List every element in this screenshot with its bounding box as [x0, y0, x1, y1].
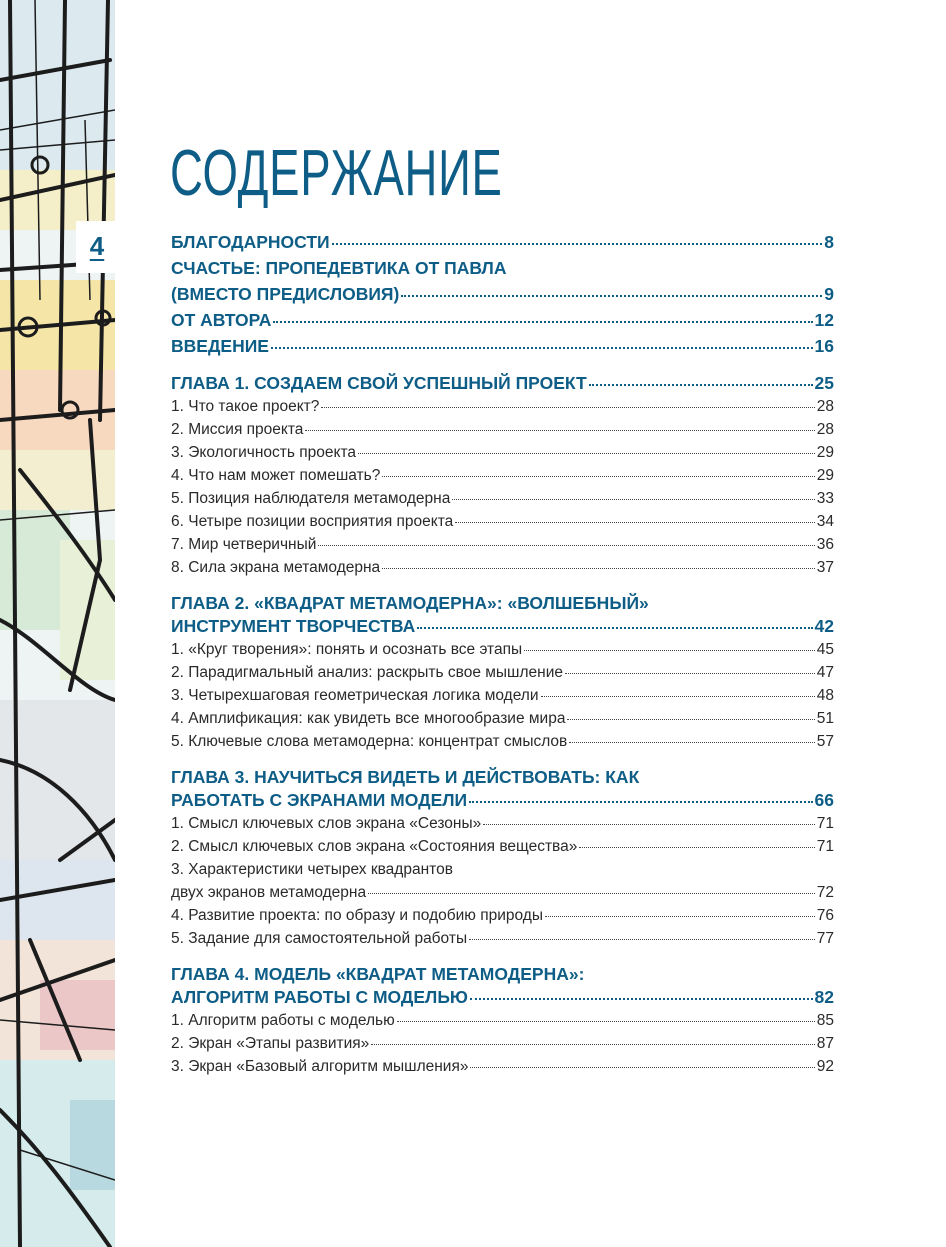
dot-leader	[358, 453, 815, 454]
dot-leader	[401, 295, 822, 297]
toc-item-page: 92	[816, 1058, 834, 1075]
toc-entry-page: 16	[814, 336, 834, 356]
toc-chapter-title: ИНСТРУМЕНТ ТВОРЧЕСТВА	[171, 616, 416, 636]
toc-item-title: 4. Что нам может помешать?	[171, 467, 381, 484]
toc-item-page: 34	[816, 513, 834, 530]
dot-leader	[469, 801, 812, 803]
toc-chapter-title: РАБОТАТЬ С ЭКРАНАМИ МОДЕЛИ	[171, 790, 468, 810]
dot-leader	[589, 384, 813, 386]
toc-entry-title: (ВМЕСТО ПРЕДИСЛОВИЯ)	[171, 284, 400, 304]
toc-item[interactable]	[171, 510, 834, 533]
dot-leader	[541, 696, 815, 697]
toc-item[interactable]	[171, 904, 834, 927]
toc-item-page: 29	[816, 444, 834, 461]
page-title: СОДЕРЖАНИЕ	[170, 136, 503, 209]
toc-item-title: 5. Задание для самостоятельной работы	[171, 930, 468, 947]
dot-leader	[321, 407, 814, 408]
toc-item[interactable]	[171, 812, 834, 835]
toc-item-title: 4. Амплификация: как увидеть все многообразие мира	[171, 710, 566, 727]
toc-item-page: 36	[816, 536, 834, 553]
dot-leader	[397, 1021, 815, 1022]
dot-leader	[371, 1044, 815, 1045]
toc-item[interactable]	[171, 1055, 834, 1078]
toc-item-page: 45	[816, 641, 834, 658]
toc-item-title: 1. Алгоритм работы с моделью	[171, 1012, 395, 1029]
toc-chapter-2[interactable]	[171, 615, 834, 638]
toc-item-title: 3. Экологичность проекта	[171, 444, 357, 461]
toc-item-title: 5. Позиция наблюдателя метамодерна	[171, 490, 451, 507]
dot-leader	[452, 499, 814, 500]
dot-leader	[469, 939, 815, 940]
toc-item[interactable]	[171, 464, 834, 487]
toc-chapter-title: ГЛАВА 1. СОЗДАЕМ СВОЙ УСПЕШНЫЙ ПРОЕКТ	[171, 373, 587, 393]
dot-leader	[565, 673, 815, 674]
dot-leader	[382, 568, 815, 569]
toc-chapter-page: 82	[814, 987, 834, 1007]
dot-leader	[382, 476, 814, 477]
dot-leader	[567, 719, 814, 720]
toc-chapter-title-line1: ГЛАВА 4. МОДЕЛЬ «КВАДРАТ МЕТАМОДЕРНА»:	[171, 964, 585, 984]
toc-item[interactable]	[171, 1032, 834, 1055]
toc-item[interactable]	[171, 1009, 834, 1032]
toc-item-title: 1. «Круг творения»: понять и осознать все этапы	[171, 641, 523, 658]
toc-entry-title: БЛАГОДАРНОСТИ	[171, 232, 330, 252]
toc-entry-page: 9	[824, 284, 834, 304]
page-number: 4	[76, 221, 118, 273]
toc-chapter-page: 25	[814, 373, 834, 393]
toc-item-page: 33	[816, 490, 834, 507]
toc-item-title: 4. Развитие проекта: по образу и подобию природы	[171, 907, 543, 924]
toc-item-page: 71	[816, 815, 834, 832]
toc-chapter-title-line1: ГЛАВА 2. «КВАДРАТ МЕТАМОДЕРНА»: «ВОЛШЕБНЫЙ»	[171, 593, 649, 613]
toc-item-title: 2. Смысл ключевых слов экрана «Состояния вещества»	[171, 838, 578, 855]
toc-item[interactable]	[171, 684, 834, 707]
dot-leader	[417, 627, 812, 629]
dot-leader	[470, 998, 813, 1000]
dot-leader	[455, 522, 814, 523]
toc-item-title: 2. Экран «Этапы развития»	[171, 1035, 370, 1052]
toc-item-title: 7. Мир четверичный	[171, 536, 317, 553]
toc-item-title: 1. Смысл ключевых слов экрана «Сезоны»	[171, 815, 482, 832]
toc-chapter-page: 66	[814, 790, 834, 810]
dot-leader	[332, 243, 823, 245]
toc-entry-foreword[interactable]	[171, 281, 834, 307]
toc-item-page: 29	[816, 467, 834, 484]
toc-item-page: 85	[816, 1012, 834, 1029]
toc-item[interactable]	[171, 730, 834, 753]
toc-item[interactable]	[171, 661, 834, 684]
toc-entry-title: ВВЕДЕНИЕ	[171, 336, 269, 356]
dot-leader	[483, 824, 815, 825]
toc-entry-title: ОТ АВТОРА	[171, 310, 272, 330]
toc-item-page: 71	[816, 838, 834, 855]
toc-entry-acknowledgements[interactable]	[171, 229, 834, 255]
toc-item-page: 72	[816, 884, 834, 901]
toc-item-page: 28	[816, 421, 834, 438]
toc-item[interactable]	[171, 638, 834, 661]
toc-item-page: 37	[816, 559, 834, 576]
toc-entry-from-author[interactable]	[171, 307, 834, 333]
toc-item[interactable]	[171, 927, 834, 950]
toc-chapter-1[interactable]	[171, 372, 834, 395]
toc-item-page: 76	[816, 907, 834, 924]
toc-item-page: 28	[816, 398, 834, 415]
dot-leader	[318, 545, 814, 546]
dot-leader	[470, 1067, 814, 1068]
toc-item[interactable]	[171, 441, 834, 464]
toc-item-title: 3. Четырехшаговая геометрическая логика модели	[171, 687, 539, 704]
toc-item-title: 5. Ключевые слова метамодерна: концентрат смыслов	[171, 733, 568, 750]
toc-item[interactable]	[171, 881, 834, 904]
toc-item[interactable]	[171, 395, 834, 418]
abstract-drawing	[0, 0, 115, 1247]
toc-chapter-title-line1: ГЛАВА 3. НАУЧИТЬСЯ ВИДЕТЬ И ДЕЙСТВОВАТЬ: КАК	[171, 767, 640, 787]
toc-item-title: 8. Сила экрана метамодерна	[171, 559, 381, 576]
dot-leader	[273, 321, 812, 323]
dot-leader	[524, 650, 815, 651]
toc-item-title: 2. Миссия проекта	[171, 421, 304, 438]
dot-leader	[545, 916, 815, 917]
toc-chapter-title: АЛГОРИТМ РАБОТЫ С МОДЕЛЬЮ	[171, 987, 468, 1007]
toc-item-page: 48	[816, 687, 834, 704]
toc-chapter-page: 42	[814, 616, 834, 636]
toc-item-page: 47	[816, 664, 834, 681]
toc-entry-page: 12	[814, 310, 834, 330]
dot-leader	[579, 847, 814, 848]
toc-item-title: 3. Экран «Базовый алгоритм мышления»	[171, 1058, 469, 1075]
toc-item-title-line1: 3. Характеристики четырех квадрантов	[171, 861, 453, 878]
toc-chapter-3[interactable]	[171, 789, 834, 812]
table-of-contents	[171, 229, 834, 1078]
dot-leader	[569, 742, 814, 743]
dot-leader	[305, 430, 814, 431]
toc-item[interactable]	[171, 835, 834, 858]
toc-entry-title-line1: СЧАСТЬЕ: ПРОПЕДЕВТИКА ОТ ПАВЛА	[171, 258, 507, 278]
toc-entry-introduction[interactable]	[171, 333, 834, 359]
toc-item-title: 6. Четыре позиции восприятия проекта	[171, 513, 454, 530]
toc-item-title: 2. Парадигмальный анализ: раскрыть свое мышление	[171, 664, 563, 681]
toc-item[interactable]	[171, 533, 834, 556]
dot-leader	[271, 347, 813, 349]
toc-item[interactable]	[171, 418, 834, 441]
decorative-artwork	[0, 0, 115, 1247]
dot-leader	[368, 893, 815, 894]
toc-item[interactable]	[171, 487, 834, 510]
toc-item-page: 57	[816, 733, 834, 750]
toc-item-title: двух экранов метамодерна	[171, 884, 367, 901]
toc-item-page: 51	[816, 710, 834, 727]
toc-entry-page: 8	[824, 232, 834, 252]
toc-item-page: 87	[816, 1035, 834, 1052]
toc-item[interactable]	[171, 556, 834, 579]
toc-item-title: 1. Что такое проект?	[171, 398, 320, 415]
toc-item[interactable]	[171, 707, 834, 730]
toc-item-page: 77	[816, 930, 834, 947]
toc-chapter-4[interactable]	[171, 986, 834, 1009]
